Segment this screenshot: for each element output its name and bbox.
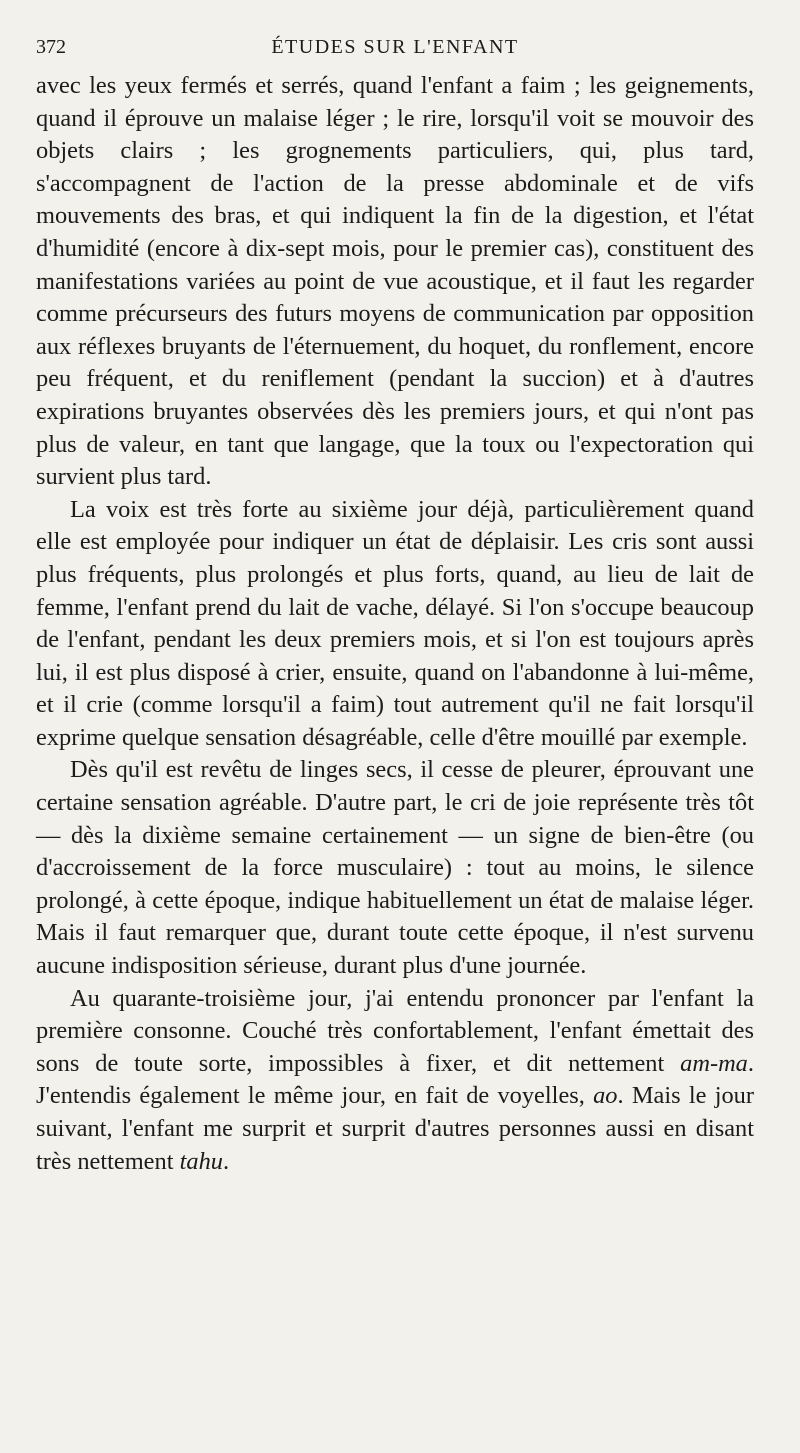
running-head [36, 32, 754, 62]
paragraph-4 [36, 983, 754, 1179]
running-title: ÉTUDES SUR L'ENFANT [271, 36, 519, 58]
paragraph-4-part-1: Au quarante-troisième jour, j'ai entendu prononcer par l'enfant la première consonne. Couché très confortablement, l'enfant émettait des sons de toute sorte, impossibles à fixer, et dit nettement [36, 984, 754, 1077]
italic-word-ao: ao [593, 1082, 618, 1110]
page-number: 372 [36, 36, 66, 58]
italic-word-am-ma: am-ma [680, 1049, 748, 1077]
paragraph-1: avec les yeux fermés et serrés, quand l'enfant a faim ; les geignements, quand il éprouve un malaise léger ; le rire, lorsqu'il voit se mouvoir des objets clairs ; les grognements particuliers, qui, plus tard, s'accompagnent de l'action de la presse abdominale et de vifs mouvements des bras, et qui indiquent la fin de la digestion, et l'état d'humidité (encore à dix-sept mois, pour le premier cas), constituent des manifestations variées au point de vue acoustique, et il faut les regarder comme précurseurs des futurs moyens de communication par opposition aux réflexes bruyants de l'éternuement, du hoquet, du ronflement, encore peu fréquent, et du reniflement (pendant la succion) et à d'autres expirations bruyantes observées dès les premiers jours, et qui n'ont pas plus de valeur, en tant que langage, que la toux ou l'expectoration qui survient plus tard. [36, 72, 754, 491]
italic-word-tahu: tahu [179, 1147, 223, 1175]
paragraph-4-part-2: . J'entendis également le même jour, en fait de voyelles, [36, 1049, 754, 1110]
body-text [36, 70, 754, 1178]
paragraph-4-part-4: . [222, 1147, 230, 1175]
paragraph-2: La voix est très forte au sixième jour déjà, particulièrement quand elle est employée pour indiquer un état de déplaisir. Les cris sont aussi plus fréquents, plus prolongés et plus forts, quand, au lieu de lait de femme, l'enfant prend du lait de vache, délayé. Si l'on s'occupe beaucoup de l'enfant, pendant les deux premiers mois, et si l'on est toujours après lui, il est plus disposé à crier, ensuite, quand on l'abandonne à lui-même, et il crie (comme lorsqu'il a faim) tout autrement qu'il ne fait lorsqu'il exprime quelque sensation désagréable, celle d'être mouillé par exemple. [36, 495, 754, 751]
paragraph-4-part-3: . Mais le jour suivant, l'enfant me surprit et surprit d'autres personnes aussi en disant très nettement [36, 1082, 754, 1175]
paragraph-3: Dès qu'il est revêtu de linges secs, il cesse de pleurer, éprouvant une certaine sensation agréable. D'autre part, le cri de joie représente très tôt — dès la dixième semaine certainement — un signe de bien-être (ou d'accroissement de la force musculaire) : tout au moins, le silence prolongé, à cette époque, indique habituellement un état de malaise léger. Mais il faut remarquer que, durant toute cette époque, il n'est survenu aucune indisposition sérieuse, durant plus d'une journée. [36, 756, 754, 980]
